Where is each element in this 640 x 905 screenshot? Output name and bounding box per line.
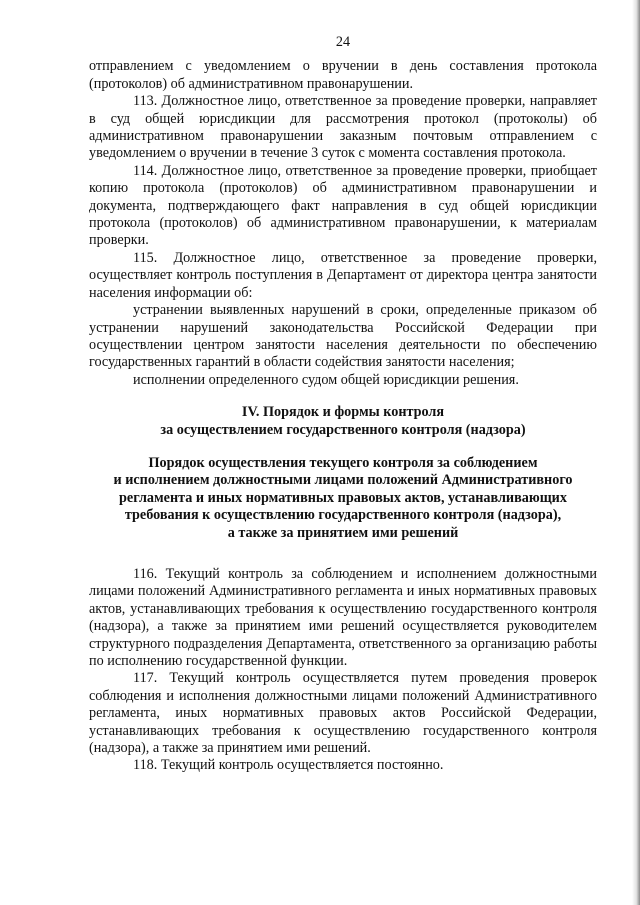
paragraph-113: 113. Должностное лицо, ответственное за проведение проверки, направляет в суд общей юрисдикции для рассмотрения протокол (протоколы) об административном правонарушении заказным почтовым отправлением с уведомлением о вручении в течение 3 суток с момента составления протокола. [89,93,597,162]
paragraph-115: 115. Должностное лицо, ответственное за проведение проверки, осуществляет контроль поступления в Департамент от директора центра занятости населения информации об: [89,249,597,301]
section-heading-line: IV. Порядок и формы контроля [241,404,445,421]
scan-edge-shadow [632,0,640,905]
paragraph-118: 118. Текущий контроль осуществляется постоянно. [133,757,444,774]
sub-heading-line: Порядок осуществления текущего контроля за соблюдением [148,454,538,471]
sub-heading [89,455,597,542]
sub-heading-line: и исполнением должностными лицами положений Административного [113,472,573,489]
section-heading-line: за осуществлением государственного контроля (надзора) [160,421,526,438]
paragraph-116: 116. Текущий контроль за соблюдением и исполнением должностными лицами положений Административного регламента и иных нормативных правовых актов, устанавливающих требования к осуществлению государственного контроля (надзора), а также за принятием ими решений осуществляется руководителем структурного подразделения Департамента, ответственного за организацию работы по исполнению государственной функции. [89,565,597,669]
paragraph-115-subitem-1: устранении выявленных нарушений в сроки, определенные приказом об устранении нарушений законодательства Российской Федерации при осуществлении центром занятости населения деятельности по обеспечению государственных гарантий в области содействия занятости населения; [89,302,597,371]
paragraph-117: 117. Текущий контроль осуществляется путем проведения проверок соблюдения и исполнения должностными лицами положений Административного регламента, иных нормативных правовых актов Российской Федерации, устанавливающих требования к осуществлению государственного контроля (надзора), а также за принятием ими решений. [89,670,597,757]
paragraph-115-subitem-2: исполнении определенного судом общей юрисдикции решения. [133,371,519,388]
page-number: 24 [335,34,351,50]
section-heading [89,404,597,439]
sub-heading-line: требования к осуществлению государственного контроля (надзора), [124,507,562,524]
paragraph-continuation: отправлением с уведомлением о вручении в день составления протокола (протоколов) об административном правонарушении. [89,58,597,92]
sub-heading-line: регламента и иных нормативных правовых актов, устанавливающих [119,489,567,506]
sub-heading-line: а также за принятием ими решений [227,524,459,541]
document-page [89,34,597,775]
paragraph-114: 114. Должностное лицо, ответственное за проведение проверки, приобщает копию протокола (протоколов) об административном правонарушении и документа, подтверждающего факт направления в суд общей юрисдикции протокола (протоколов) об административном правонарушении, к материалам проверки. [89,162,597,249]
